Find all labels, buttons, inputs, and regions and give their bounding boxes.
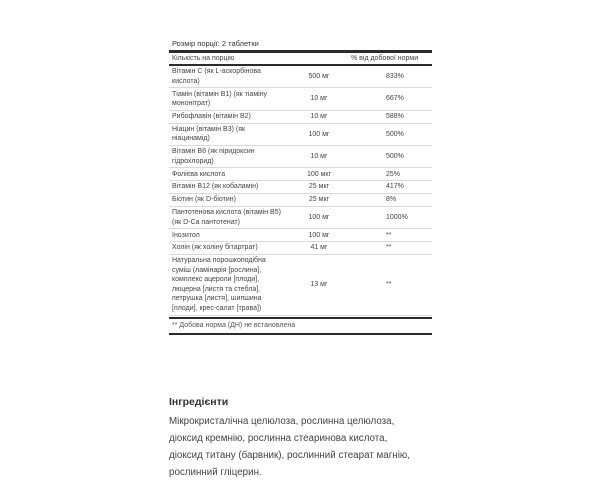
nutrient-dv: 25%: [354, 168, 432, 181]
nutrient-dv: 667%: [354, 88, 432, 110]
nutrient-name: Інозитол: [169, 229, 284, 242]
nutrient-dv: 1000%: [354, 207, 432, 229]
table-row: [169, 123, 432, 145]
nutrient-amount: 500 мг: [284, 66, 354, 88]
nutrient-amount: 41 мг: [284, 242, 354, 255]
amount-per-serving-header: Кількість на порцію: [172, 55, 235, 62]
nutrient-amount: 10 мг: [284, 88, 354, 110]
table-row: [169, 168, 432, 181]
nutrient-dv: 500%: [354, 146, 432, 168]
supplement-facts-panel: [169, 38, 432, 335]
nutrient-amount: 10 мг: [284, 146, 354, 168]
nutrient-name: Вітамін B6 (як піридоксин гідрохлорид): [169, 146, 284, 168]
nutrient-dv: 833%: [354, 66, 432, 88]
nutrient-amount: 25 мкг: [284, 181, 354, 194]
nutrient-name: Вітамін С (як L-аскорбінова кислота): [169, 66, 284, 88]
nutrient-dv: 588%: [354, 110, 432, 123]
daily-value-header: % від добової норми: [351, 55, 419, 62]
footnote: ** Добова норма (ДН) не встановлена: [172, 321, 296, 329]
nutrient-amount: 100 мкг: [284, 168, 354, 181]
table-row: [169, 88, 432, 110]
nutrient-name: Рибофлавін (вітамін B2): [169, 110, 284, 123]
footnote-divider: [169, 333, 432, 335]
nutrient-amount: 10 мг: [284, 110, 354, 123]
table-row: [169, 181, 432, 194]
table-row: [169, 66, 432, 88]
nutrient-amount: 13 мг: [284, 255, 354, 315]
nutrient-name: Пантотенова кислота (вітамін B5) (як D-Ca пантотенат): [169, 207, 284, 229]
nutrient-amount: 100 мг: [284, 123, 354, 145]
ingredients-title: Інгредієнти: [169, 396, 229, 408]
nutrient-name: Вітамін B12 (як кобаламін): [169, 181, 284, 194]
ingredients-section: [169, 393, 439, 481]
nutrient-dv: **: [354, 242, 432, 255]
table-row: [169, 110, 432, 123]
nutrient-name: Тіамін (вітамін B1) (як тіаміну мононітрат): [169, 88, 284, 110]
table-row: [169, 194, 432, 207]
nutrient-dv: 500%: [354, 123, 432, 145]
nutrient-name: Холін (як холіну бітартрат): [169, 242, 284, 255]
table-row: [169, 255, 432, 315]
serving-size: Розмір порції: 2 таблетки: [172, 39, 259, 48]
nutrient-name: Фолієва кислота: [169, 168, 284, 181]
table-row: [169, 207, 432, 229]
nutrient-dv: 417%: [354, 181, 432, 194]
nutrient-dv: **: [354, 255, 432, 315]
table-row: [169, 242, 432, 255]
nutrients-table: [169, 66, 432, 316]
nutrient-dv: 8%: [354, 194, 432, 207]
ingredients-text: Мікрокристалічна целюлоза, рослинна целюлоза, діоксид кремнію, рослинна стеаринова кислота, діоксид титану (барвник), рослинний стеарат магнію, рослинний гліцерин.: [169, 416, 410, 478]
nutrient-dv: **: [354, 229, 432, 242]
nutrient-amount: 100 мг: [284, 229, 354, 242]
table-row: [169, 229, 432, 242]
nutrient-name: Ніацин (вітамін B3) (як ніацинамід): [169, 123, 284, 145]
nutrient-name: Біотин (як D-біотин): [169, 194, 284, 207]
table-row: [169, 146, 432, 168]
nutrient-amount: 25 мкг: [284, 194, 354, 207]
table-header: [169, 53, 432, 64]
nutrient-amount: 100 мг: [284, 207, 354, 229]
nutrient-name: Натуральна порошкоподібна суміш (ламінарія [рослина], комплекс ацероли [плоди], люцерна [листя та стебла], петрушка [листя], шипшина [плоди], крес-салат [трава]): [169, 255, 284, 315]
